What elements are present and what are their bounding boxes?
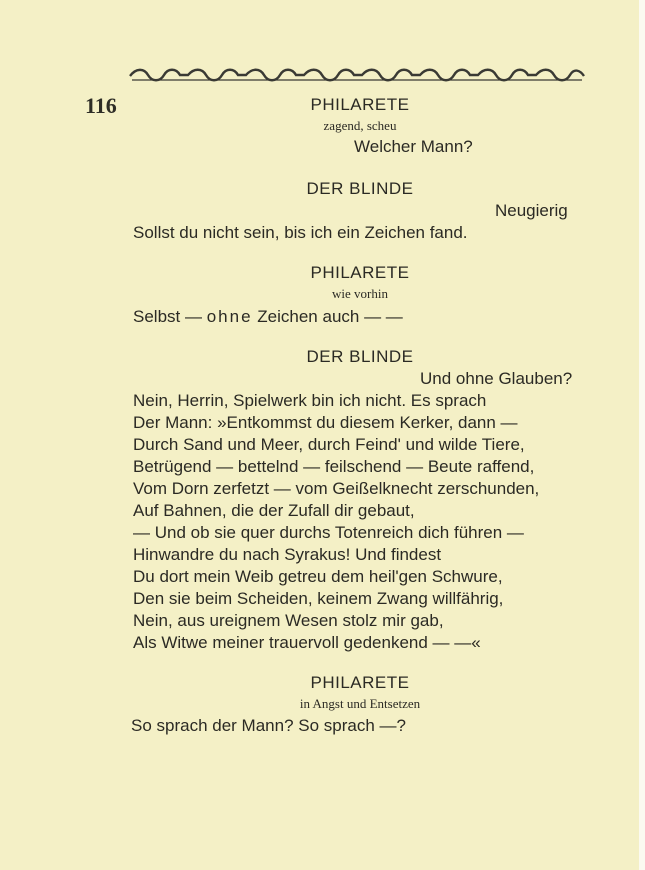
speaker-name: PHILARETE — [310, 673, 410, 692]
text-span: Zeichen auch — — — [257, 307, 403, 326]
speaker-name: PHILARETE — [310, 263, 410, 282]
dialogue-line: Nein, Herrin, Spielwerk bin ich nicht. Es sprach — [133, 391, 487, 410]
dialogue-line: — Und ob sie quer durchs Totenreich dich führen — — [133, 523, 524, 542]
dialogue-line: Du dort mein Weib getreu dem heil'gen Schwure, — [133, 567, 503, 586]
dialogue-line: Der Mann: »Entkommst du diesem Kerker, dann — — [133, 413, 518, 432]
text-span: Selbst — — [133, 307, 202, 326]
dialogue-line: Als Witwe meiner trauervoll gedenkend — —« — [133, 633, 481, 652]
speaker-name: DER BLINDE — [306, 179, 414, 198]
dialogue-line: Nein, aus ureignem Wesen stolz mir gab, — [133, 611, 444, 630]
page-number: 116 — [85, 93, 117, 118]
dialogue-line: Auf Bahnen, die der Zufall dir gebaut, — [133, 501, 415, 520]
stage-direction: zagend, scheu — [323, 118, 397, 133]
dialogue-line — [133, 307, 403, 327]
dialogue-line: Und ohne Glauben? — [420, 369, 573, 388]
dialogue-line: Welcher Mann? — [354, 137, 473, 156]
dialogue-line: Den sie beim Scheiden, keinem Zwang willfährig, — [133, 589, 504, 608]
speaker-name: PHILARETE — [310, 95, 410, 114]
stage-direction: in Angst und Entsetzen — [299, 696, 421, 711]
dialogue-line: So sprach der Mann? So sprach —? — [131, 716, 406, 735]
dialogue-line: Neugierig — [495, 201, 568, 220]
dialogue-line: Hinwandre du nach Syrakus! Und findest — [133, 545, 442, 564]
stage-direction: wie vorhin — [332, 286, 388, 301]
dialogue-line: Durch Sand und Meer, durch Feind' und wilde Tiere, — [133, 435, 525, 454]
ornamental-border — [128, 66, 586, 86]
dialogue-line: Sollst du nicht sein, bis ich ein Zeichen fand. — [133, 223, 468, 242]
dialogue-line: Betrügend — bettelnd — feilschend — Beute raffend, — [133, 457, 535, 476]
speaker-name: DER BLINDE — [306, 347, 414, 366]
emphasized-word: ohne — [206, 307, 253, 326]
dialogue-line: Vom Dorn zerfetzt — vom Geißelknecht zerschunden, — [133, 479, 540, 498]
